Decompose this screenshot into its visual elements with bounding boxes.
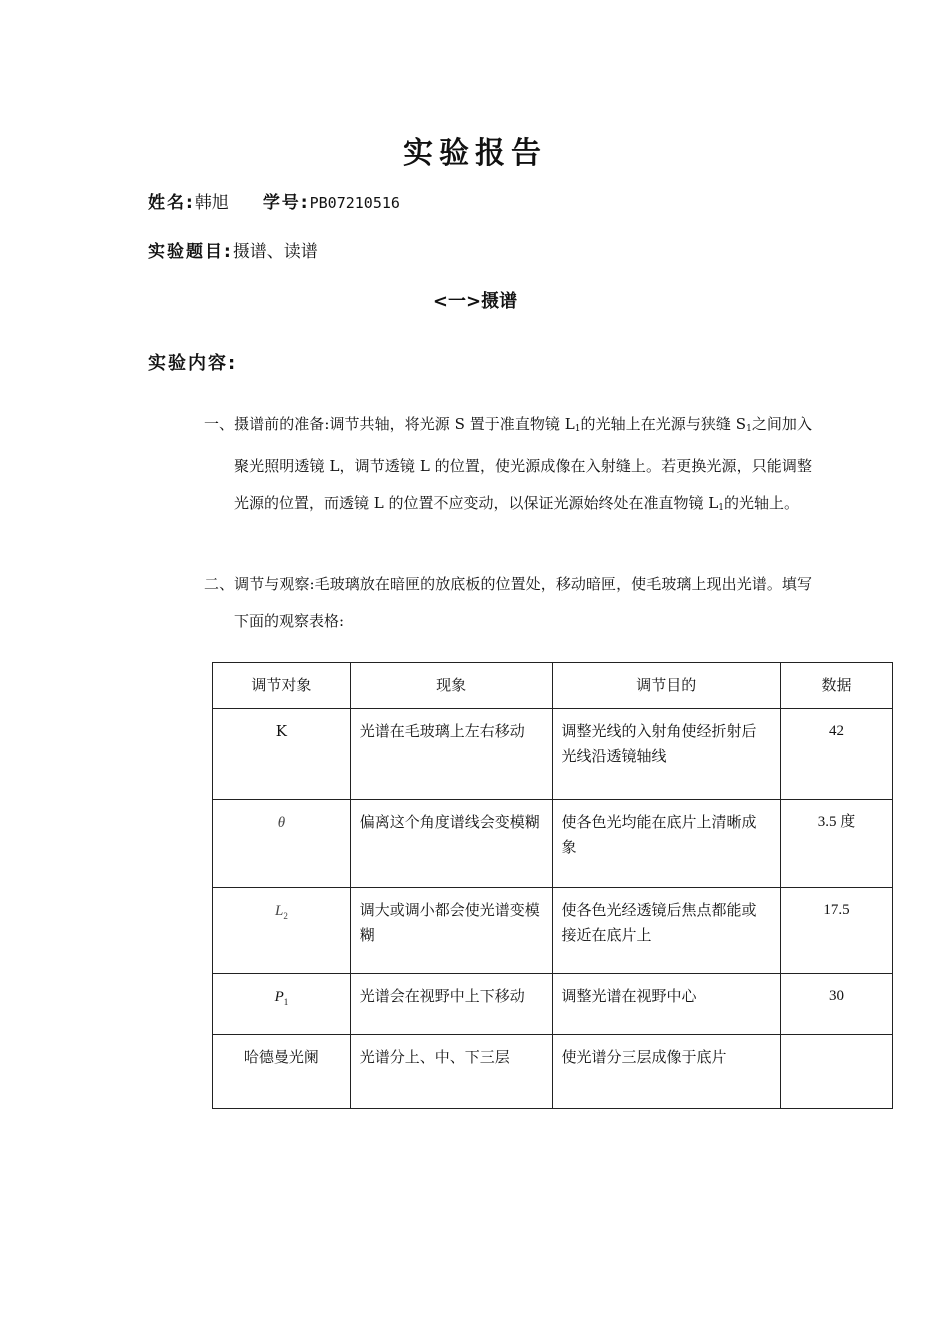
row-purpose: 调整光谱在视野中心 (552, 974, 781, 1035)
p1-sub-a: 1 (574, 424, 581, 434)
table-row (213, 888, 893, 974)
lens-l2-symbol: $L_2$ (274, 903, 288, 921)
p1-text-b: 的光轴上在光源与狭缝 S (580, 415, 747, 433)
p1-text-d: 的光轴上。 (723, 494, 799, 512)
theta-symbol: θ (277, 815, 286, 831)
topic-value: 摄谱、读谱 (232, 242, 318, 262)
p1-text-a: 一、摄谱前的准备:调节共轴，将光源 S 置于准直物镜 L (204, 415, 575, 433)
header-phenomenon: 现象 (350, 663, 552, 709)
p1-text-c: 之间加入聚光照明透镜 L，调节透镜 L 的位置，使光源成像在入射缝上。若更换光源，只能调整光源的位置，而透镜 L 的位置不应变动，以保证光源始终处在准直物镜 L (234, 415, 812, 512)
content-heading: 实验内容: (148, 353, 238, 374)
paragraph-preparation (202, 406, 812, 527)
row-object: 哈德曼光阑 (213, 1035, 351, 1109)
row-data: 17.5 (781, 888, 893, 974)
name-value: 韩旭 (194, 193, 229, 213)
student-id-value: PB07210516 (309, 194, 400, 212)
row-purpose: 使各色光经透镜后焦点都能或接近在底片上 (552, 888, 781, 974)
row-object: K (213, 709, 351, 800)
row-phenomenon: 光谱分上、中、下三层 (350, 1035, 552, 1109)
table-row (213, 800, 893, 888)
experiment-topic (148, 237, 318, 262)
row-object (213, 800, 351, 888)
topic-label: 实验题目: (148, 242, 233, 262)
row-purpose: 使各色光均能在底片上清晰成象 (552, 800, 781, 888)
observation-table (212, 662, 893, 1109)
row-phenomenon: 光谱在毛玻璃上左右移动 (350, 709, 552, 800)
row-object (213, 974, 351, 1035)
student-info (148, 188, 400, 213)
header-purpose: 调节目的 (552, 663, 781, 709)
table-row (213, 974, 893, 1035)
row-phenomenon: 光谱会在视野中上下移动 (350, 974, 552, 1035)
row-phenomenon: 偏离这个角度谱线会变模糊 (350, 800, 552, 888)
row-data: 3.5 度 (781, 800, 893, 888)
row-object (213, 888, 351, 974)
p1-sub-c: 1 (718, 503, 724, 513)
table-row (213, 1035, 893, 1109)
row-purpose: 使光谱分三层成像于底片 (552, 1035, 781, 1109)
report-title: 实验报告 (403, 136, 547, 171)
table-header-row (213, 663, 893, 709)
header-object: 调节对象 (213, 663, 351, 709)
row-purpose: 调整光线的入射角使经折射后光线沿透镜轴线 (552, 709, 781, 800)
paragraph-adjustment: 二、调节与观察:毛玻璃放在暗匣的放底板的位置处，移动暗匣，使毛玻璃上现出光谱。填写下面的观察表格: (204, 575, 812, 630)
p1-sub-b: 1 (746, 424, 752, 434)
header-data: 数据 (781, 663, 893, 709)
table-row (213, 709, 893, 800)
name-label: 姓名: (148, 193, 195, 213)
section-heading: <一>摄谱 (432, 291, 518, 312)
prism-p1-symbol: $P_1$ (274, 989, 289, 1007)
row-phenomenon: 调大或调小都会使光谱变模糊 (350, 888, 552, 974)
row-data: 42 (781, 709, 893, 800)
row-data (781, 1035, 893, 1109)
row-data: 30 (781, 974, 893, 1035)
student-id-label: 学号: (262, 193, 310, 213)
